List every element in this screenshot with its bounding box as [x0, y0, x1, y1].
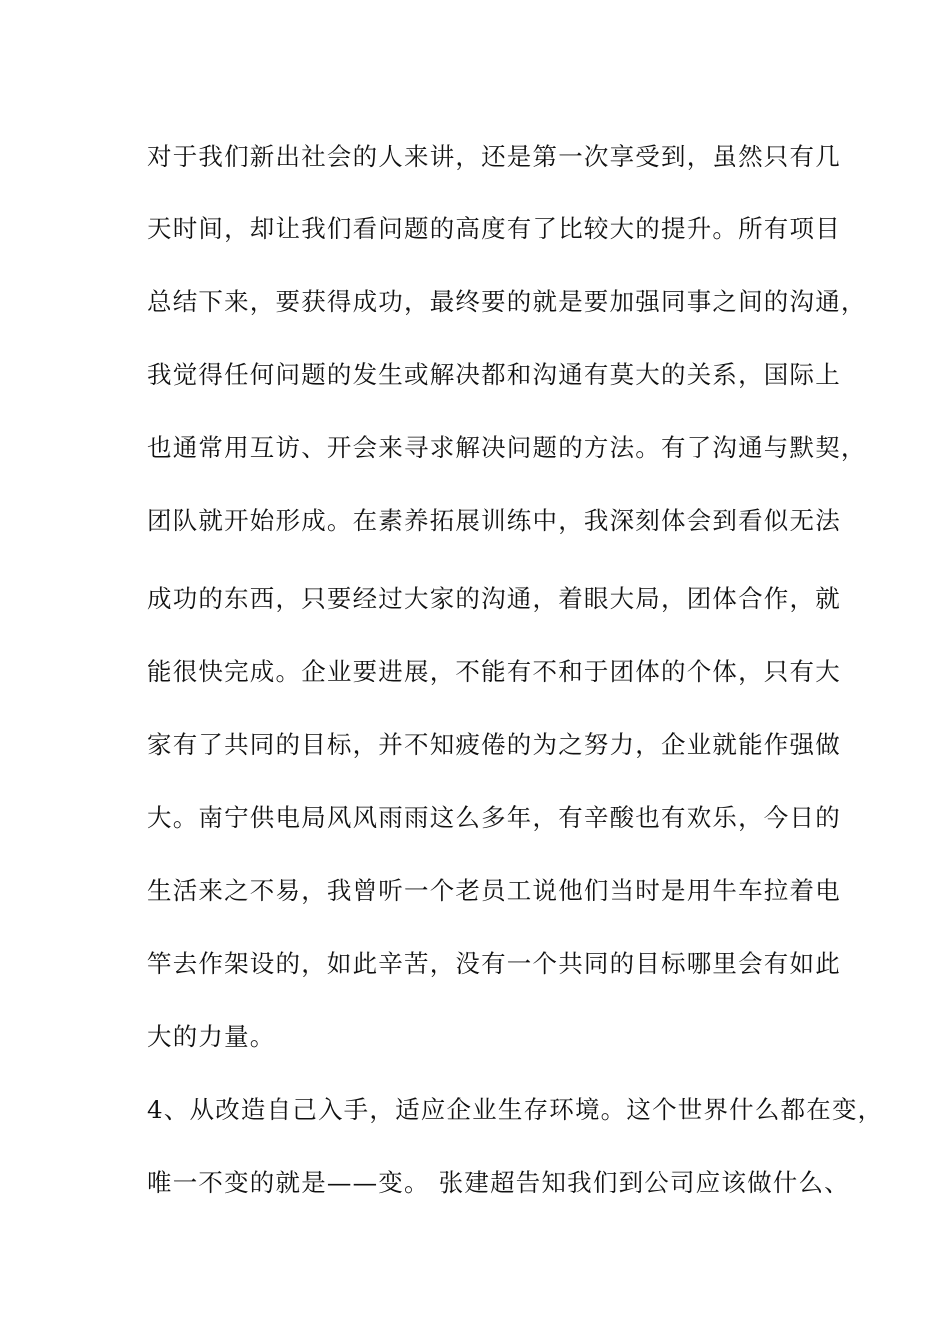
text-line-10: 大。南宁供电局风风雨雨这么多年，有辛酸也有欢乐，今日的: [147, 803, 841, 832]
text-line-7: 成功的东西，只要经过大家的沟通，着眼大局，团体合作，就: [147, 584, 841, 613]
text-line-12: 竿去作架设的，如此辛苦，没有一个共同的目标哪里会有如此: [147, 949, 841, 978]
text-line-4: 我觉得任何问题的发生或解决都和沟通有莫大的关系，国际上: [147, 360, 841, 389]
text-line-9: 家有了共同的目标，并不知疲倦的为之努力，企业就能作强做: [147, 730, 841, 759]
text-line-5: 也通常用互访、开会来寻求解决问题的方法。有了沟通与默契，: [147, 433, 867, 462]
text-line-8: 能很快完成。企业要进展，不能有不和于团体的个体，只有大: [147, 657, 841, 686]
text-line-13: 大的力量。: [147, 1022, 276, 1051]
text-line-2: 天时间，却让我们看问题的高度有了比较大的提升。所有项目: [147, 214, 841, 243]
text-line-3: 总结下来，要获得成功，最终要的就是要加强同事之间的沟通，: [147, 287, 867, 316]
text-line-15: 唯一不变的就是——变。 张建超告知我们到公司应该做什么、: [147, 1168, 850, 1197]
text-line-14: 4、从改造自己入手，适应企业生存环境。这个世界什么都在变，: [147, 1095, 884, 1124]
text-line-1: 对于我们新出社会的人来讲，还是第一次享受到，虽然只有几: [147, 142, 841, 171]
text-line-6: 团队就开始形成。在素养拓展训练中，我深刻体会到看似无法: [147, 506, 841, 535]
text-line-11: 生活来之不易，我曾听一个老员工说他们当时是用牛车拉着电: [147, 876, 841, 905]
